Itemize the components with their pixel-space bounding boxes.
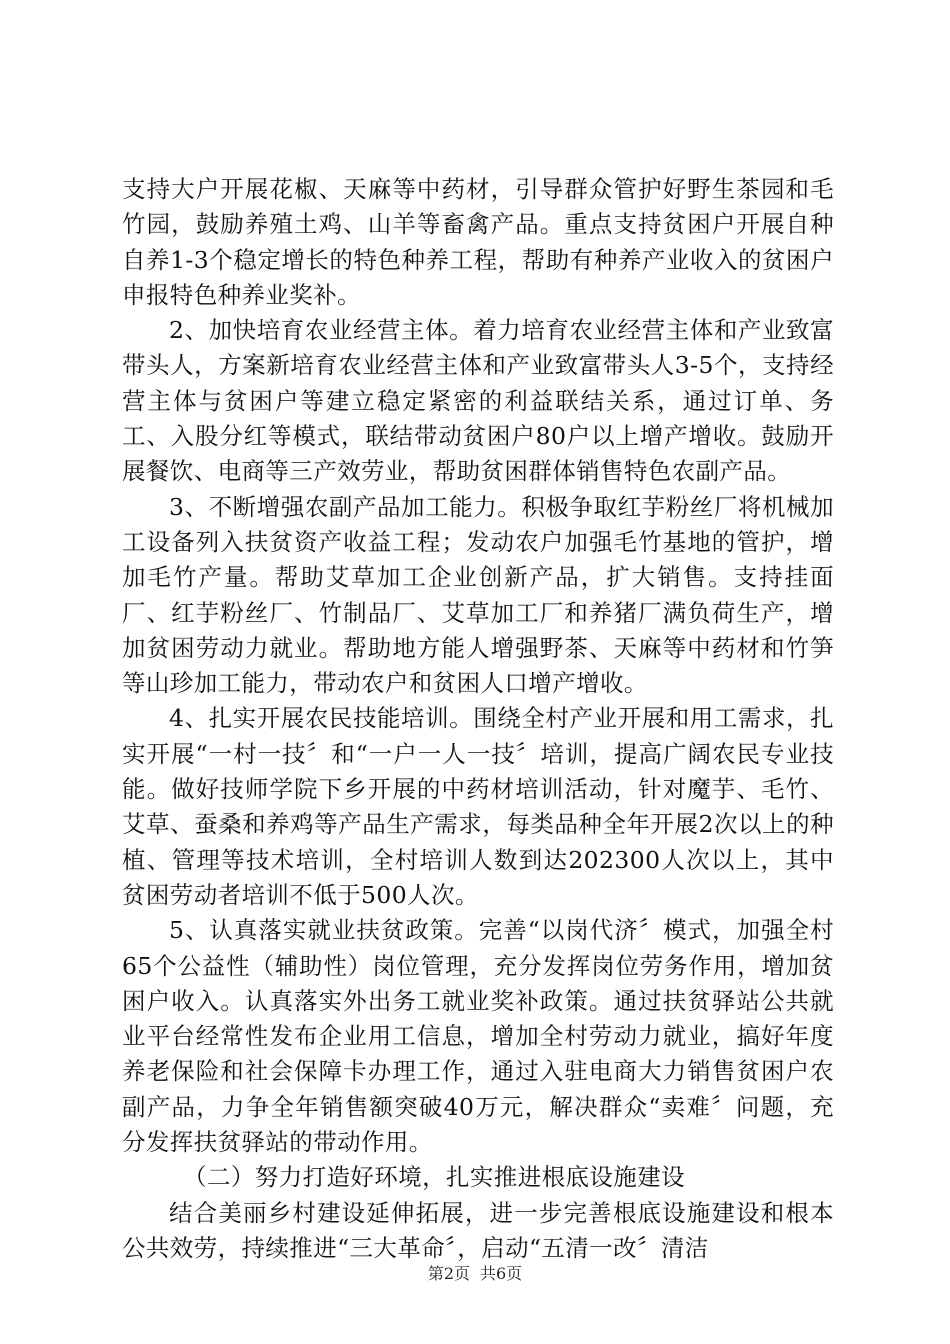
page-number: 第2页	[427, 1264, 470, 1283]
paragraph-continuation: 支持大户开展花椒、天麻等中药材，引导群众管护好野生茶园和毛竹园，鼓励养殖土鸡、山羊等畜禽产品。重点支持贫困户开展自种自养1-3个稳定增长的特色种养工程，帮助有种养产业收入的贫困户申报特色种养业奖补。	[122, 175, 834, 309]
paragraph-item-2: 2、加快培育农业经营主体。着力培育农业经营主体和产业致富带头人，方案新培育农业经营主体和产业致富带头人3-5个，支持经营主体与贫困户等建立稳定紧密的利益联结关系，通过订单、务工、入股分红等模式，联结带动贫困户80户以上增产增收。鼓励开展餐饮、电商等三产效劳业，帮助贫困群体销售特色农副产品。	[122, 316, 834, 486]
page-footer	[0, 1264, 950, 1284]
section-heading: （二）努力打造好环境，扎实推进根底设施建设	[183, 1163, 685, 1192]
paragraph-item-4: 4、扎实开展农民技能培训。围绕全村产业开展和用工需求，扎实开展“一村一技〞和“一户一人一技〞培训，提高广阔农民专业技能。做好技师学院下乡开展的中药材培训活动，针对魔芋、毛竹、艾草、蚕桑和养鸡等产品生产需求，每类品种全年开展2次以上的种植、管理等技术培训，全村培训人数到达202300人次以上，其中贫困劳动者培训不低于500人次。	[122, 704, 834, 909]
paragraph-item-3: 3、不断增强农副产品加工能力。积极争取红芋粉丝厂将机械加工设备列入扶贫资产收益工程；发动农户加强毛竹基地的管护，增加毛竹产量。帮助艾草加工企业创新产品，扩大销售。支持挂面厂、红芋粉丝厂、竹制品厂、艾草加工厂和养猪厂满负荷生产，增加贫困劳动力就业。帮助地方能人增强野茶、天麻等中药材和竹笋等山珍加工能力，带动农户和贫困人口增产增收。	[122, 492, 834, 698]
paragraph-item-5: 5、认真落实就业扶贫政策。完善“以岗代济〞模式，加强全村65个公益性（辅助性）岗位管理，充分发挥岗位劳务作用，增加贫困户收入。认真落实外出务工就业奖补政策。通过扶贫驿站公共就业平台经常性发布企业用工信息，增加全村劳动力就业，搞好年度养老保险和社会保障卡办理工作，通过入驻电商大力销售贫困户农副产品，力争全年销售额突破40万元，解决群众“卖难〞问题，充分发挥扶贫驿站的带动作用。	[122, 916, 834, 1157]
document-body	[122, 172, 834, 1266]
paragraph-section-intro: 结合美丽乡村建设延伸拓展，进一步完善根底设施建设和根本公共效劳，持续推进“三大革命〞，启动“五清一改〞清洁	[122, 1198, 834, 1262]
page-total: 共6页	[480, 1264, 523, 1283]
